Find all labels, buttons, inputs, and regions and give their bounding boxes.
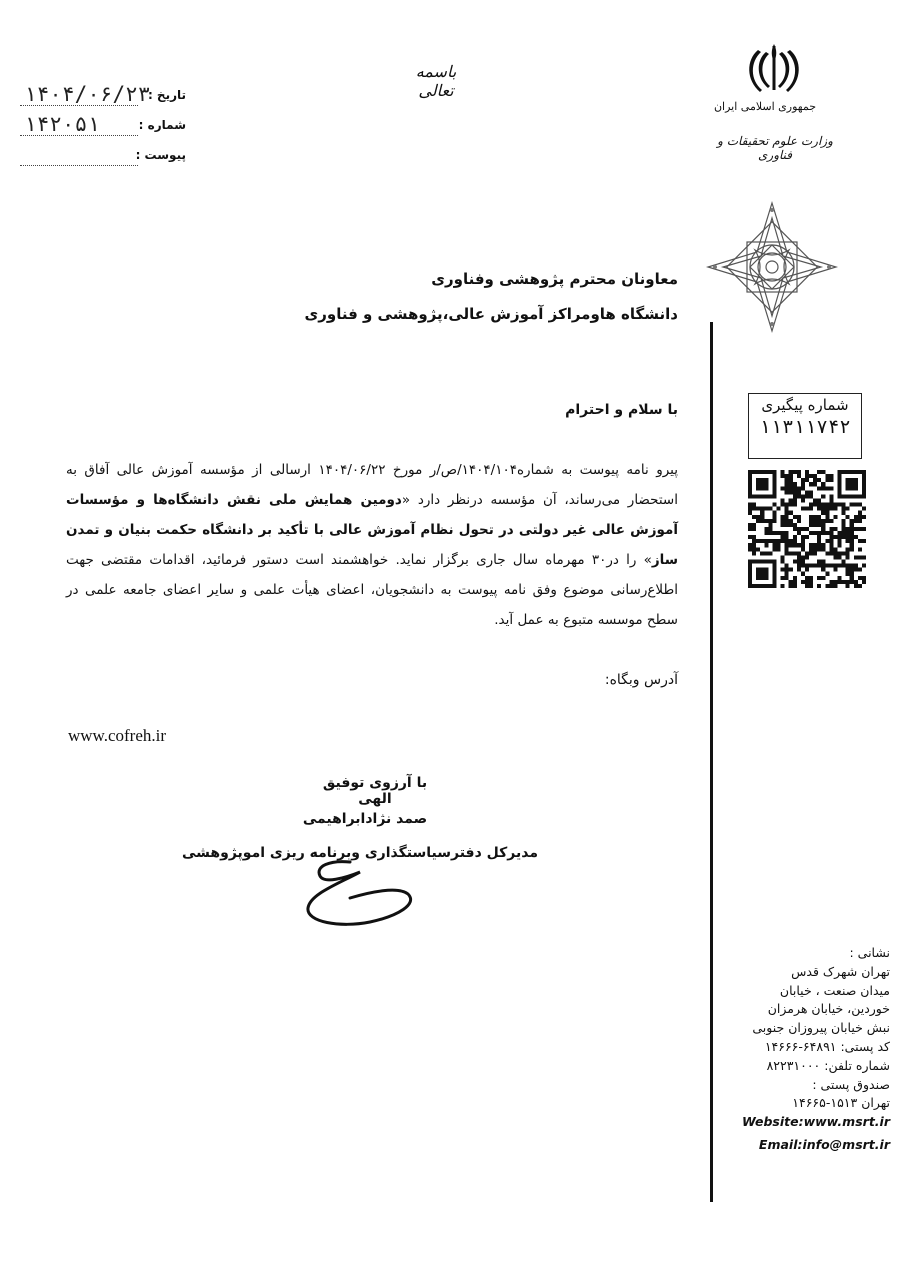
body-part1: پیرو نامه پیوست به شماره۱۴۰۴/۱۰۴/ص/ر مورخ ۱۴۰۴/۰۶/۲۲ ارسالی از مؤسسه آموزش عالی آفاق به استحضار می‌رساند، آن مؤسسه درنظر دارد « — [66, 462, 678, 508]
footer-line: خوردین، خیابان هرمزان — [767, 1001, 890, 1017]
iran-emblem-icon — [744, 40, 804, 96]
footer-line: تهران ۱۵۱۳-۱۴۶۶۵ — [792, 1095, 890, 1111]
footer-line: تهران شهرک قدس — [791, 963, 890, 979]
number-label: شماره : — [138, 118, 186, 132]
footer-line: نشانی : — [849, 945, 890, 960]
number-value: ۱۴۲۰۵۱ — [24, 112, 100, 136]
handwritten-signature-icon — [290, 842, 420, 932]
footer-address — [720, 944, 890, 1155]
tracking-label: شماره پیگیری — [761, 396, 849, 414]
footer-line: نبش خیابان پیروزان جنوبی — [752, 1020, 890, 1036]
tracking-box — [748, 393, 862, 459]
date-value: ۱۴۰۴/۰۶/۲۳ — [24, 82, 151, 106]
letter-body — [66, 455, 678, 635]
republic-text: جمهوری اسلامی ایران — [713, 100, 817, 113]
website-link[interactable]: www.cofreh.ir — [68, 726, 167, 745]
body-bold-title: دومین همایش ملی نقش دانشگاه‌ها و مؤسسات آموزش عالی غیر دولتی در تحول نظام آموزش عالی با تأکید بر دانشگاه حکمت بنیان و تمدن ساز — [66, 492, 678, 568]
recipient-line1: معاونان محترم پژوهشی وفناوری — [431, 270, 678, 288]
attachment-dotted-line — [20, 165, 138, 166]
body-part3: » را در۳۰ مهرماه سال جاری برگزار نماید. خواهشمند است دستور فرمائید، اقدامات مقتضی جهت اطلاع‌رسانی موضوع وفق نامه پیوست به دانشجویان، اعضای هیأت علمی و سایر اعضای جامعه علمی در سطح موسسه متبوع به عمل آید. — [66, 552, 678, 628]
greeting: با سلام و احترام — [565, 402, 678, 418]
signature-wish: با آرزوی توفیق الهی — [322, 775, 428, 807]
recipient-block — [238, 262, 678, 332]
attachment-row — [20, 146, 190, 176]
qr-code-icon — [748, 470, 866, 588]
date-label: تاریخ : — [147, 88, 186, 102]
website-label: آدرس وبگاه: — [604, 672, 678, 688]
footer-line: کد پستی: ۶۴۸۹۱-۱۴۶۶۶ — [764, 1038, 890, 1054]
footer-line: میدان صنعت ، خیابان — [779, 982, 890, 998]
tracking-number: ۱۱۳۱۱۷۴۲ — [759, 416, 851, 438]
footer-line: شماره تلفن: ۸۲۲۳۱۰۰۰ — [766, 1057, 890, 1073]
vertical-divider — [710, 322, 713, 1202]
attachment-label: پیوست : — [135, 148, 186, 162]
footer-website[interactable]: Website:www.msrt.ir — [742, 1114, 890, 1130]
footer-email[interactable]: Email:info@msrt.ir — [758, 1136, 890, 1152]
signatory-title: مدیرکل دفترسیاستگذاری وبرنامه ریزی اموپژوهشی — [182, 845, 538, 861]
footer-line: صندوق پستی : — [812, 1076, 890, 1092]
ornament-icon — [705, 200, 839, 334]
number-row — [20, 112, 190, 146]
ministry-text: وزارت علوم تحقیقات و فناوری — [717, 134, 833, 162]
signatory-name: صمد نژادابراهیمی — [302, 811, 428, 827]
recipient-line2: دانشگاه هاومراکز آموزش عالی،پژوهشی و فناوری — [304, 305, 678, 323]
bismillah-heading: باسمه تعالی — [415, 62, 457, 100]
